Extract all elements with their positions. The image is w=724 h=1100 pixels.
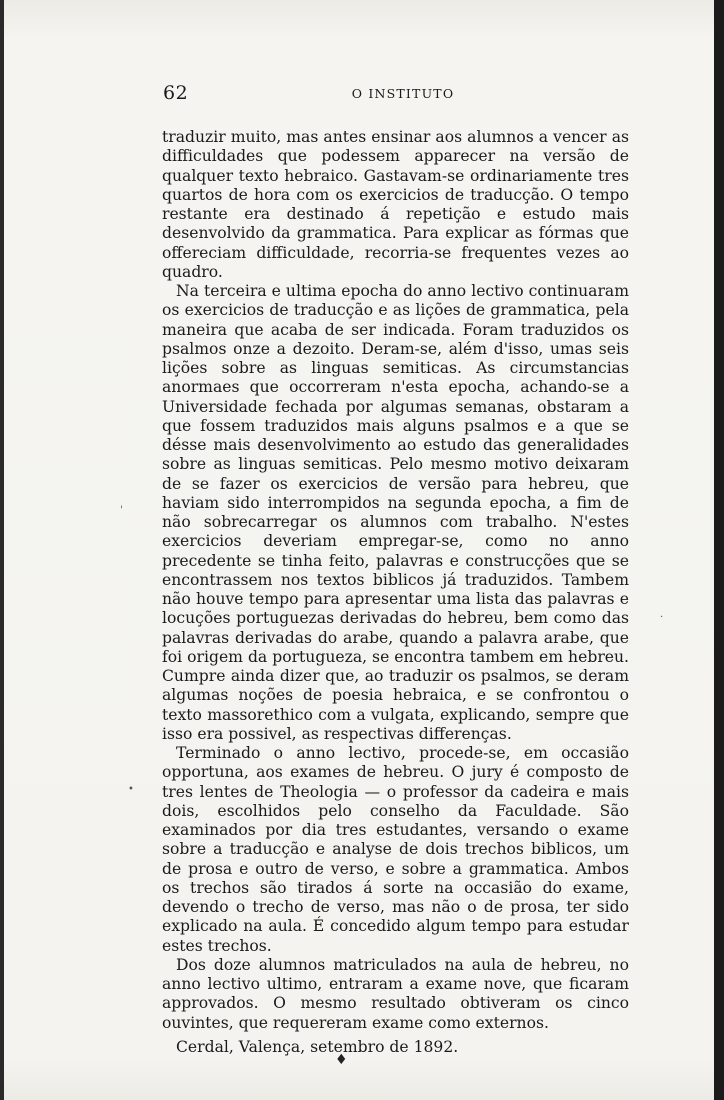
body-text <box>162 128 629 1057</box>
scan-edge-right <box>714 0 724 1100</box>
bottom-ornament-icon: ♦ <box>335 1052 348 1068</box>
paragraph-4: Dos doze alumnos matriculados na aula de hebreu, no anno lectivo ultimo, entraram a exame nove, que ficaram approvados. O mesmo resultado obtiveram os cinco ouvintes, que requereram exame como externos. <box>162 955 629 1032</box>
paragraph-1: traduzir muito, mas antes ensinar aos alumnos a vencer as difficuldades que podessem apparecer na versão de qualquer texto hebraico. Gastavam-se ordinariamente tres quartos de hora com os exercicios de traducção. O tempo restante era destinado á repetição e estudo mais desenvolvido da grammatica. Para explicar as fórmas que offereciam difficuldade, recorria-se frequentes vezes ao quadro. <box>162 128 629 281</box>
paragraph-3: Terminado o anno lectivo, procede-se, em occasião opportuna, aos exames de hebreu. O jury é composto de tres lentes de Theologia — o professor da cadeira e mais dois, escolhidos pelo conselho da Faculdade. São examinados por dia tres estudantes, versando o exame sobre a traducção e analyse de dois trechos biblicos, um de prosa e outro de verso, e sobre a grammatica. Ambos os trechos são tirados á sorte na occasião do exame, devendo o trecho de verso, mas não o de prosa, ter sido explicado na aula. É concedido algum tempo para estudar estes trechos. <box>162 744 629 955</box>
page-header <box>163 82 613 106</box>
signature-line: Cerdal, Valença, setembro de 1892. <box>176 1037 459 1056</box>
margin-dot-mark: • <box>128 784 134 795</box>
paragraph-2: Na terceira e ultima epocha do anno lectivo continuaram os exercicios de traducção e as lições de grammatica, pela maneira que acaba de ser indicada. Foram traduzidos os psalmos onze a dezoito. Deram-se, além d'isso, umas seis lições sobre as linguas semiticas. As circumstancias anormaes que occorreram n'esta epocha, achando-se a Universidade fechada por algumas semanas, obstaram a que fossem traduzidos mais alguns psalmos e a que se désse mais desenvolvimento ao estudo das generalidades sobre as linguas semiticas. Pelo mesmo motivo deixaram de se fazer os exercicios de versão para hebreu, que haviam sido interrompidos na segunda epocha, a fim de não sobrecarregar os alumnos com trabalho. N'estes exercicios deveriam empregar-se, como no anno precedente se tinha feito, palavras e construcções que se encontrassem nos textos biblicos já traduzidos. Tambem não houve tempo para apresentar uma lista das palavras e locuções portuguezas derivadas do hebreu, bem como das palavras derivadas do arabe, quando a palavra arabe, que foi origem da portugueza, se encontra tambem em hebreu. Cumpre ainda dizer que, ao traduzir os psalmos, se deram algumas noções de poesia hebraica, e se confrontou o texto massorethico com a vulgata, explicando, sempre que isso era possivel, as respectivas differenças. <box>162 282 629 743</box>
running-title: O INSTITUTO <box>351 86 455 101</box>
margin-dot-mark: · <box>660 612 664 623</box>
page-number: 62 <box>163 82 189 104</box>
scan-edge-left <box>0 0 4 1100</box>
margin-speck-mark: ' <box>120 505 123 516</box>
